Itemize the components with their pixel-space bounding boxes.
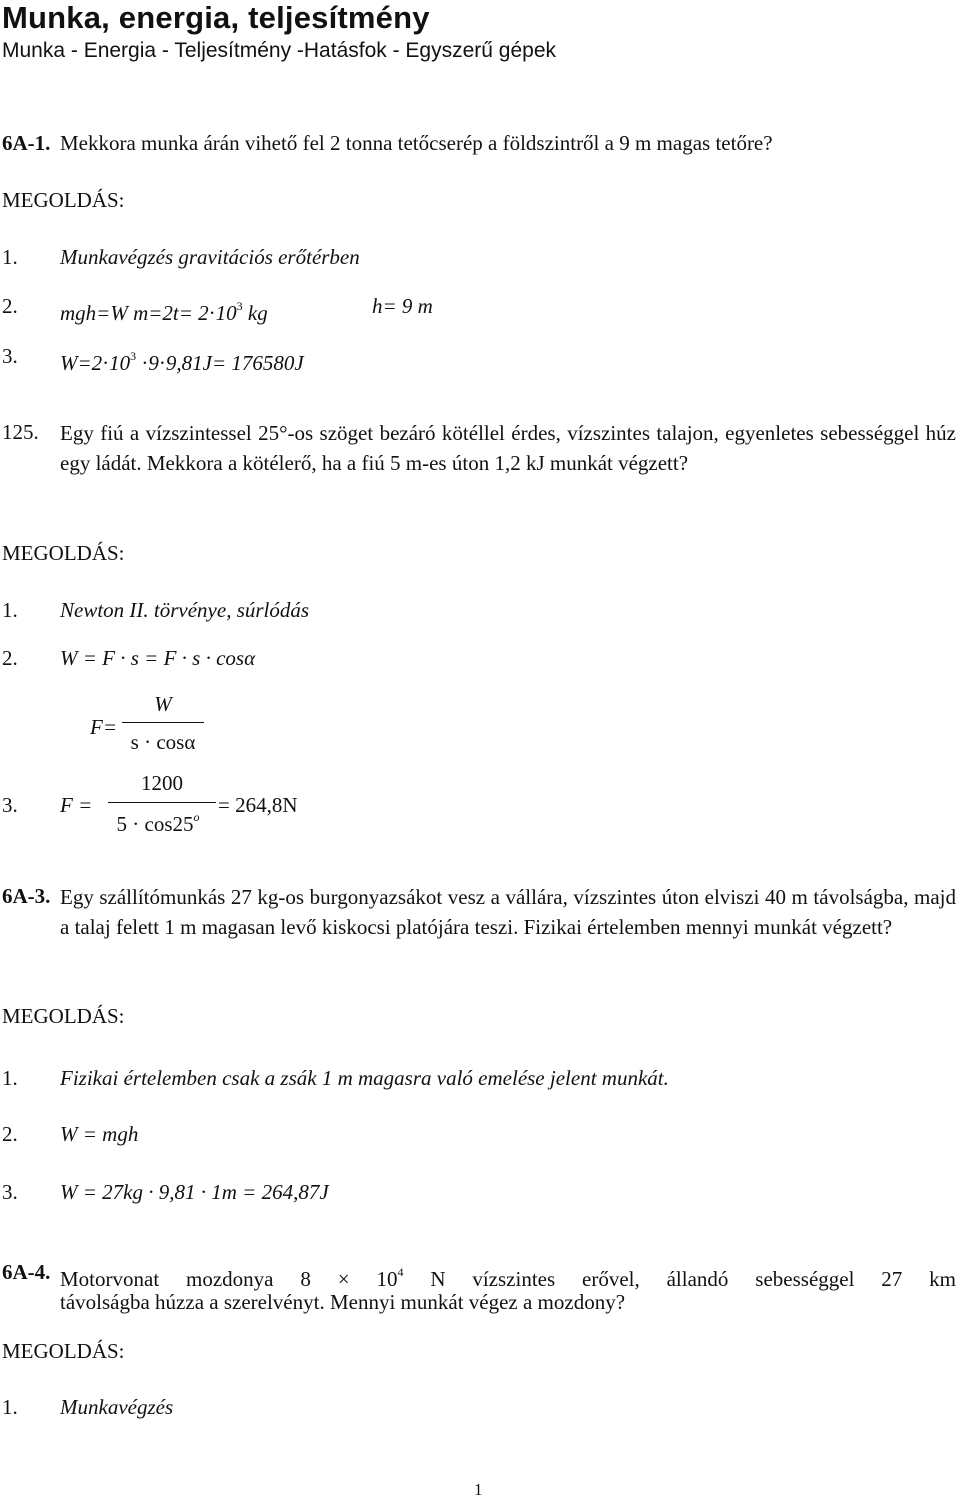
- formula-part: 10: [215, 301, 237, 325]
- step-number: 3.: [2, 793, 18, 817]
- page-subtitle: Munka - Energia - Teljesítmény -Hatásfok - Egyszerű gépek: [2, 39, 557, 62]
- formula-part: 9: [148, 351, 159, 375]
- step-number: 1.: [2, 1395, 18, 1419]
- step-text: Munkavégzés: [60, 1395, 174, 1419]
- formula-exponent: 3: [236, 299, 243, 313]
- formula-part: mgh=W m=2t= 2: [60, 301, 209, 325]
- fraction-denominator: s · cosα: [130, 730, 196, 754]
- exponent: 4: [397, 1265, 404, 1279]
- step-formula-height: h= 9 m: [372, 294, 433, 318]
- step-number: 3.: [2, 1180, 18, 1204]
- step-formula: W = 27kg · 9,81 · 1m = 264,87J: [60, 1180, 329, 1204]
- fraction-result: = 264,8N: [218, 793, 298, 817]
- step-formula: mgh=W $m=2t= 2\cdot 10^3$ kg: [60, 299, 268, 325]
- formula-part: W=2: [60, 351, 103, 375]
- solution-label: MEGOLDÁS:: [2, 188, 125, 212]
- fraction-bar: [108, 802, 216, 803]
- problem-text-line2: távolságba húzza a szerelvényt. Mennyi munkát végez a mozdony?: [60, 1290, 626, 1314]
- problem-text: Egy szállítómunkás 27 kg-os burgonyazsákot vesz a vállára, vízszintes úton elviszi 40 m távolságba, majd a talaj felett 1 m magasan levő kiskocsi platójára teszi. Fizikai értelemben mennyi munkát végzett?: [60, 885, 956, 939]
- step-formula: $W=2\cdot 10^3 \cdot 9\cdot 9,81J= 176580J$: [60, 349, 304, 375]
- step-number: 1.: [2, 1066, 18, 1090]
- formula-part: kg: [242, 301, 268, 325]
- step-text: Munkavégzés gravitációs erőtérben: [60, 245, 360, 269]
- fraction-lhs: F=: [90, 715, 117, 739]
- step-text: Newton II. törvénye, súrlódás: [60, 598, 310, 622]
- solution-label: MEGOLDÁS:: [2, 541, 125, 565]
- problem-id: 125.: [2, 420, 39, 444]
- denominator-text: 5 · cos25: [116, 812, 194, 836]
- problem-id: 6A-4.: [2, 1260, 51, 1284]
- problem-text-part: N vízszintes erővel, állandó sebességgel 27 km: [403, 1267, 956, 1291]
- step-formula: W = mgh: [60, 1122, 139, 1146]
- step-formula: W = F · s = F · s · cosα: [60, 646, 256, 670]
- fraction-numerator: 1200: [141, 771, 183, 795]
- fraction-bar: [122, 722, 204, 723]
- formula-part: 10: [109, 351, 131, 375]
- step-number: 3.: [2, 344, 18, 368]
- step-number: 1.: [2, 245, 18, 269]
- fraction-numerator: W: [154, 692, 172, 716]
- formula-exponent: 3: [130, 349, 137, 363]
- problem-text: Egy fiú a vízszintessel 25°-os szöget bezáró kötéllel érdes, vízszintes talajon, egyenletes sebességgel húz egy ládát. Mekkora a kötélerő, ha a fiú 5 m-es úton 1,2 kJ munkát végzett?: [60, 421, 956, 475]
- page-title: Munka, energia, teljesítmény: [2, 0, 430, 35]
- problem-text: Mekkora munka árán vihető fel 2 tonna tetőcserép a földszintről a 9 m magas tetőre?: [60, 131, 773, 155]
- page-number: 1: [474, 1480, 483, 1499]
- fraction-denominator: [108, 810, 208, 837]
- degree-mark: o: [193, 810, 200, 824]
- step-number: 2.: [2, 294, 18, 318]
- step-number: 2.: [2, 1122, 18, 1146]
- fraction-lhs: F =: [60, 793, 93, 817]
- step-number: 1.: [2, 598, 18, 622]
- step-number: 2.: [2, 646, 18, 670]
- problem-text-part: Motorvonat mozdonya 8 × 10: [60, 1267, 398, 1291]
- problem-id: 6A-3.: [2, 884, 51, 908]
- step-text: Fizikai értelemben csak a zsák 1 m magasra való emelése jelent munkát.: [60, 1066, 669, 1090]
- solution-label: MEGOLDÁS:: [2, 1339, 125, 1363]
- formula-part: 9,81J= 176580J: [165, 351, 304, 375]
- problem-id: 6A-1.: [2, 131, 51, 155]
- solution-label: MEGOLDÁS:: [2, 1004, 125, 1028]
